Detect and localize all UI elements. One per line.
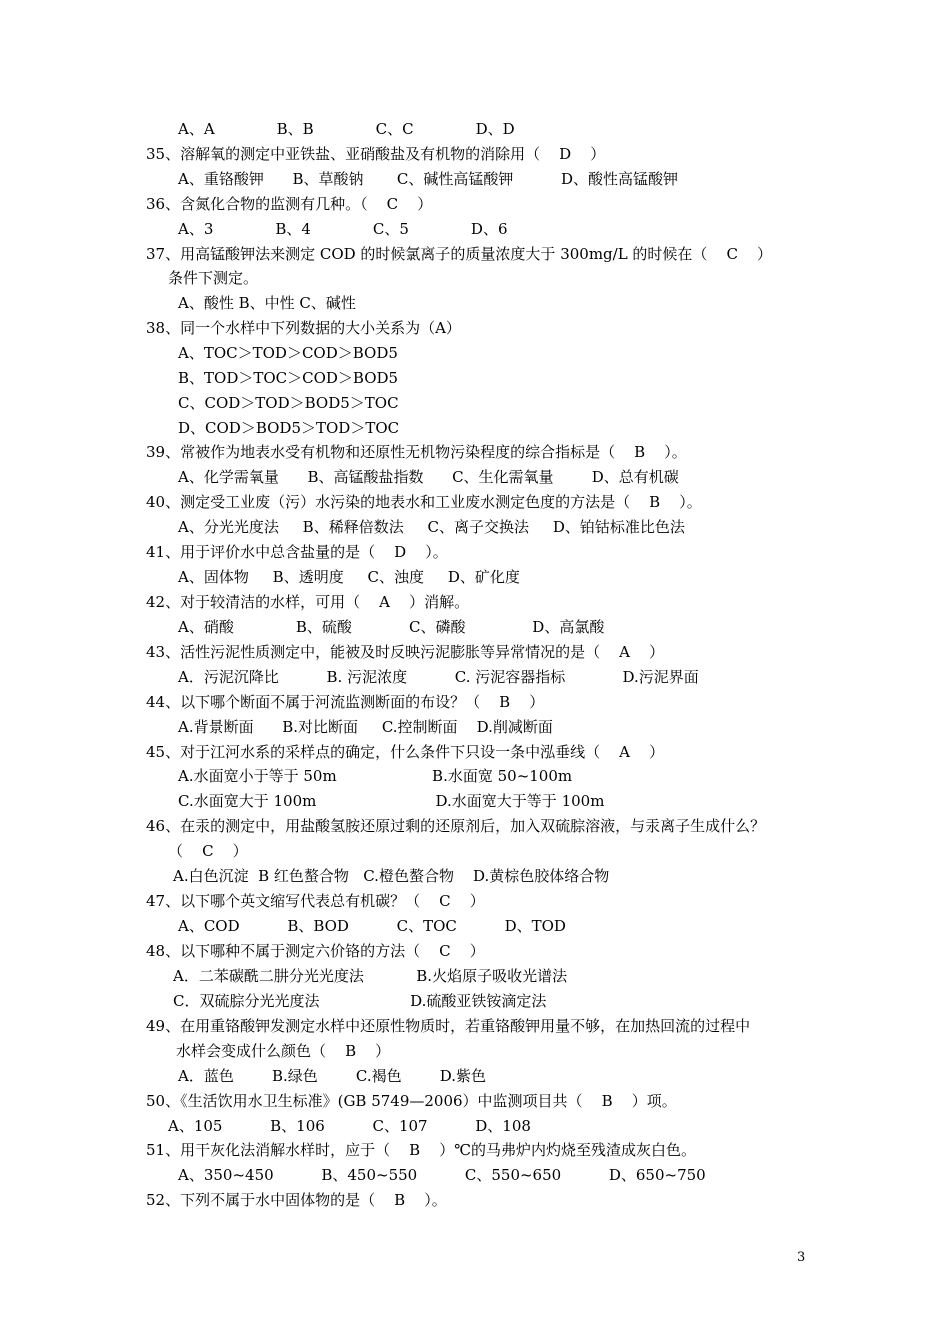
text-line: 水样会变成什么颜色（ B ） [176, 1042, 391, 1060]
text-line: A.水面宽小于等于 50m B.水面宽 50~100m [178, 767, 573, 785]
text-line: C.水面宽大于 100m D.水面宽大于等于 100m [178, 792, 605, 810]
text-line: 48、以下哪种不属于测定六价铬的方法（ C ） [146, 942, 485, 960]
text-line: A．二苯碳酰二肼分光光度法 B.火焰原子吸收光谱法 [173, 967, 568, 985]
text-line: 46、在汞的测定中，用盐酸氢胺还原过剩的还原剂后，加入双硫腙溶液，与汞离子生成什么？ [146, 817, 766, 835]
text-line: A、COD B、BOD C、TOC D、TOD [178, 917, 566, 935]
text-line: 41、用于评价水中总含盐量的是（ D ）。 [146, 543, 448, 561]
text-line: A、硝酸 B、硫酸 C、磷酸 D、高氯酸 [178, 618, 605, 636]
text-line: A.背景断面 B.对比断面 C.控制断面 D.削减断面 [178, 718, 553, 736]
text-line: 45、对于江河水系的采样点的确定，什么条件下只设一条中泓垂线（ A ） [146, 743, 665, 761]
text-line: 51、用干灰化法消解水样时，应于（ B ）℃的马弗炉内灼烧至残渣成灰白色。 [146, 1141, 697, 1159]
text-line: A、A B、B C、C D、D [178, 120, 515, 138]
text-line: 37、用高锰酸钾法来测定 COD 的时候氯离子的质量浓度大于 300mg/L 的时候在（ C ） [146, 245, 773, 263]
text-line: A．蓝色 B.绿色 C.褐色 D.紫色 [178, 1067, 487, 1085]
text-line: 42、对于较清洁的水样，可用（ A ）消解。 [146, 593, 470, 611]
text-line: 47、以下哪个英文缩写代表总有机碳？（ C ） [146, 892, 485, 910]
text-line: D、COD＞BOD5＞TOD＞TOC [178, 419, 400, 437]
text-line: 36、含氮化合物的监测有几种。（ C ） [146, 195, 433, 213]
text-line: 38、同一个水样中下列数据的大小关系为（A） [146, 319, 461, 337]
text-line: 50、《生活饮用水卫生标准》(GB 5749—2006）中监测项目共（ B ）项。 [146, 1092, 677, 1110]
text-line: 49、在用重铬酸钾发测定水样中还原性物质时，若重铬酸钾用量不够，在加热回流的过程中 [146, 1017, 751, 1035]
text-line: 40、测定受工业废（污）水污染的地表水和工业废水测定色度的方法是（ B ）。 [146, 493, 702, 511]
text-line: C、COD＞TOD＞BOD5＞TOC [178, 394, 399, 412]
text-line: B、TOD＞TOC＞COD＞BOD5 [178, 369, 399, 387]
text-line: 52、下列不属于水中固体物的是（ B ）。 [146, 1191, 447, 1209]
text-line: （ C ） [168, 842, 248, 860]
text-line: A、重铬酸钾 B、草酸钠 C、碱性高锰酸钾 D、酸性高锰酸钾 [178, 170, 679, 188]
text-line: 35、溶解氧的测定中亚铁盐、亚硝酸盐及有机物的消除用（ D ） [146, 145, 606, 163]
text-line: A.白色沉淀 B 红色螯合物 C.橙色螯合物 D.黄棕色胶体络合物 [173, 867, 610, 885]
text-line: 条件下测定。 [168, 269, 259, 287]
text-line: A、105 B、106 C、107 D、108 [168, 1117, 531, 1135]
text-line: A、分光光度法 B、稀释倍数法 C、离子交换法 D、铂钴标准比色法 [178, 518, 685, 536]
text-line: 39、常被作为地表水受有机物和还原性无机物污染程度的综合指标是（ B ）。 [146, 443, 687, 461]
text-line: C．双硫腙分光光度法 D.硫酸亚铁铵滴定法 [173, 992, 547, 1010]
text-line: A．污泥沉降比 B. 污泥浓度 C. 污泥容器指标 D.污泥界面 [178, 668, 699, 686]
text-line: 44、以下哪个断面不属于河流监测断面的布设？（ B ） [146, 693, 545, 711]
text-line: A、酸性 B、中性 C、碱性 [178, 294, 356, 312]
text-line: A、固体物 B、透明度 C、浊度 D、矿化度 [178, 568, 520, 586]
text-line: 43、活性污泥性质测定中，能被及时反映污泥膨胀等异常情况的是（ A ） [146, 643, 665, 661]
text-line: A、3 B、4 C、5 D、6 [178, 220, 508, 238]
text-line: A、化学需氧量 B、高锰酸盐指数 C、生化需氧量 D、总有机碳 [178, 468, 679, 486]
page-number: 3 [797, 1250, 806, 1265]
text-line: A、TOC＞TOD＞COD＞BOD5 [178, 344, 398, 362]
text-line: A、350~450 B、450~550 C、550~650 D、650~750 [178, 1166, 706, 1184]
